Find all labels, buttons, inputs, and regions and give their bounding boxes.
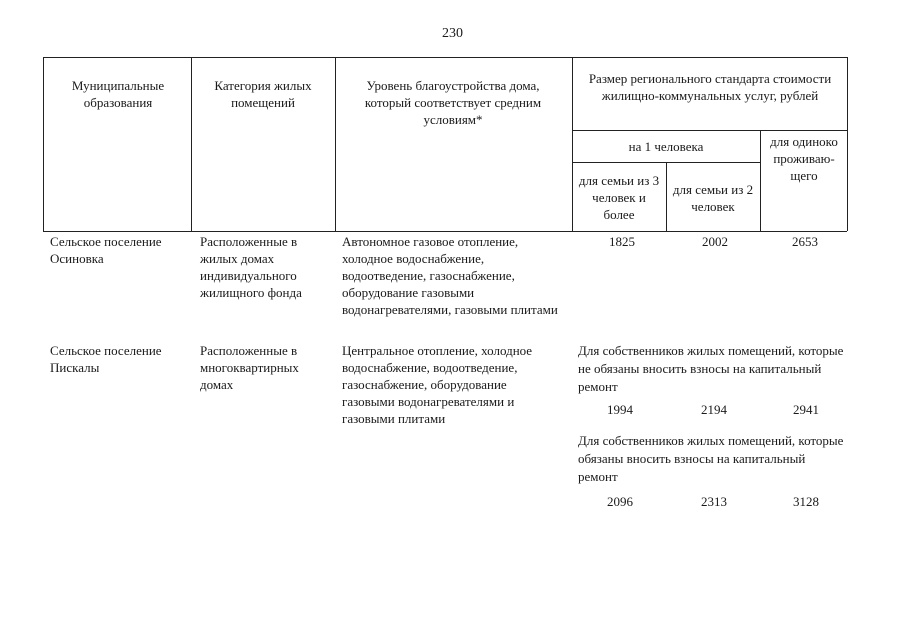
header-standard: Размер регионального стандарта стоимости жилищно-коммунальных услуг, рублей	[588, 71, 832, 103]
row1-category: Расположенные в жилых домах индивидуального жилищного фонда	[200, 234, 302, 300]
row2-note1-value-family2: 2194	[701, 402, 727, 417]
row2-note2-value-single: 3128	[793, 494, 819, 509]
row2-note2-value-family3: 2096	[607, 494, 633, 509]
header-category: Категория жилых помещений	[214, 78, 312, 110]
row2-note-no-capital-repair: Для собственников жилых помещений, которые не обязаны вносить взносы на капитальный ремонт	[578, 343, 844, 394]
row1-municipality: Сельское поселение Осиновка	[50, 234, 162, 266]
row1-value-family3: 1825	[609, 234, 635, 249]
row1-value-single: 2653	[792, 234, 818, 249]
header-family3: для семьи из 3 человек и более	[578, 173, 660, 222]
header-per-person: на 1 человека	[628, 139, 704, 154]
row2-note-capital-repair: Для собственников жилых помещений, которые обязаны вносить взносы на капитальный ремонт	[578, 433, 844, 484]
header-single: для одиноко проживаю-щего	[770, 134, 838, 183]
row1-level: Автономное газовое отопление, холодное водоснабжение, водоотведение, газоснабжение, оборудование газовыми водонагревателями, газовыми плитами	[342, 234, 558, 317]
row2-category: Расположенные в многоквартирных домах	[200, 343, 299, 392]
page-number: 230	[442, 26, 463, 41]
header-municipal: Муниципальные образования	[71, 78, 165, 110]
row2-note1-value-single: 2941	[793, 402, 819, 417]
header-family2: для семьи из 2 человек	[672, 182, 754, 214]
header-level: Уровень благоустройства дома, который соответствует средним условиям*	[364, 78, 542, 127]
row2-municipality: Сельское поселение Пискалы	[50, 343, 162, 375]
row2-note1-value-family3: 1994	[607, 402, 633, 417]
row1-value-family2: 2002	[702, 234, 728, 249]
row2-level: Центральное отопление, холодное водоснабжение, водоотведение, газоснабжение, оборудование газовыми водонагревателями и газовыми плитами	[342, 343, 533, 426]
row2-note2-value-family2: 2313	[701, 494, 727, 509]
